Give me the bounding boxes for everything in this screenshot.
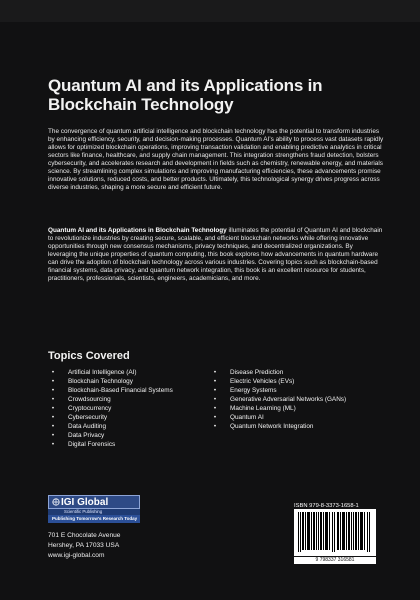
bullet-icon: • [51, 405, 55, 412]
logo-name: IGI Global [61, 497, 109, 508]
description-paragraph-1: The convergence of quantum artificial intelligence and blockchain technology has the potential to transform industries by enhancing efficiency, security, and decision-making processes. Quantum AI’s ability to process vast datasets rapidly allows for optimized blockchain operations, improving transaction validation and enabling predictive analytics in critical sectors like finance, healthcare, and supply chain management. This integration strengthens fraud detection, bolsters cybersecurity, and accelerates research and development in fields such as chemistry, renewable energy, and materials science. By streamlining complex simulations and improving manufacturing efficiencies, these advancements promise innovative solutions, reduced costs, and better products. Ultimately, this technological synergy drives progress across diverse industries, shaping a more secure and efficient future. [48, 128, 384, 191]
topic-item: • Energy Systems [210, 386, 390, 395]
logo-globe-icon [52, 498, 60, 506]
book-title: Quantum AI and its Applications in Blockchain Technology [48, 76, 323, 114]
topic-item: • Quantum AI [210, 413, 390, 422]
topic-item: • Generative Adversarial Networks (GANs) [210, 395, 390, 404]
topic-item: • Quantum Network Integration [210, 422, 390, 431]
topic-item: • Artificial Intelligence (AI) [48, 368, 198, 377]
website-link: www.igi-global.com [48, 552, 105, 559]
bullet-icon: • [51, 378, 55, 385]
topic-item: • Electric Vehicles (EVs) [210, 377, 390, 386]
topic-item: • Blockchain-Based Financial Systems [48, 386, 198, 395]
address-line-1: 701 E Chocolate Avenue [48, 532, 121, 539]
bullet-icon: • [51, 441, 55, 448]
publisher-logo [48, 495, 140, 523]
bullet-icon: • [213, 423, 217, 430]
bullet-icon: • [51, 396, 55, 403]
bullet-icon: • [213, 396, 217, 403]
logo-main [48, 495, 140, 509]
paragraph-2-book-title: Quantum AI and its Applications in Blockchain Technology [48, 227, 227, 234]
topic-item: • Digital Forensics [48, 440, 198, 449]
barcode [294, 509, 376, 556]
bullet-icon: • [213, 378, 217, 385]
description-paragraph-2 [48, 227, 384, 283]
bullet-icon: • [51, 369, 55, 376]
topic-item: • Data Privacy [48, 431, 198, 440]
isbn-label: ISBN 979-8-3373-1658-1 [294, 503, 359, 509]
logo-subtext: Scientific Publishing [64, 509, 103, 514]
bullet-icon: • [213, 405, 217, 412]
bullet-icon: • [51, 414, 55, 421]
topic-item: • Disease Prediction [210, 368, 390, 377]
logo-tagline [48, 515, 140, 523]
topic-item: • Machine Learning (ML) [210, 404, 390, 413]
bullet-icon: • [51, 432, 55, 439]
topic-item: • Cryptocurrency [48, 404, 198, 413]
publisher-address [48, 531, 120, 561]
topic-item: • Data Auditing [48, 422, 198, 431]
topics-heading: Topics Covered [48, 350, 130, 362]
logo-tagtext: Publishing Tomorrow's Research Today [52, 516, 138, 521]
bullet-icon: • [51, 423, 55, 430]
paragraph-2-text: illuminates the potential of Quantum AI and blockchain to revolutionize industries by creating secure, scalable, and efficient blockchain networks while offering innovative opportunities through new consensus mechanisms, privacy techniques, and decentralized organizations. By leveraging the unique properties of quantum computing, this book explores how advancements in quantum hardware can drive the adoption of blockchain technology across various industries. Covering topics such as blockchain-based financial systems, data privacy, and quantum network integration, this book is an excellent resource for students, practitioners, professionals, scientists, engineers, academicians, and more. [48, 227, 383, 282]
topic-item: • Cybersecurity [48, 413, 198, 422]
bullet-icon: • [51, 387, 55, 394]
barcode-number: 9 798337 316581 [294, 557, 376, 564]
topics-list-right [210, 368, 390, 431]
bullet-icon: • [213, 414, 217, 421]
bullet-icon: • [213, 387, 217, 394]
topic-item: • Crowdsourcing [48, 395, 198, 404]
address-line-2: Hershey, PA 17033 USA [48, 542, 120, 549]
barcode-lines-icon [294, 509, 376, 556]
bullet-icon: • [213, 369, 217, 376]
topic-item: • Blockchain Technology [48, 377, 198, 386]
topics-list-left [48, 368, 198, 449]
